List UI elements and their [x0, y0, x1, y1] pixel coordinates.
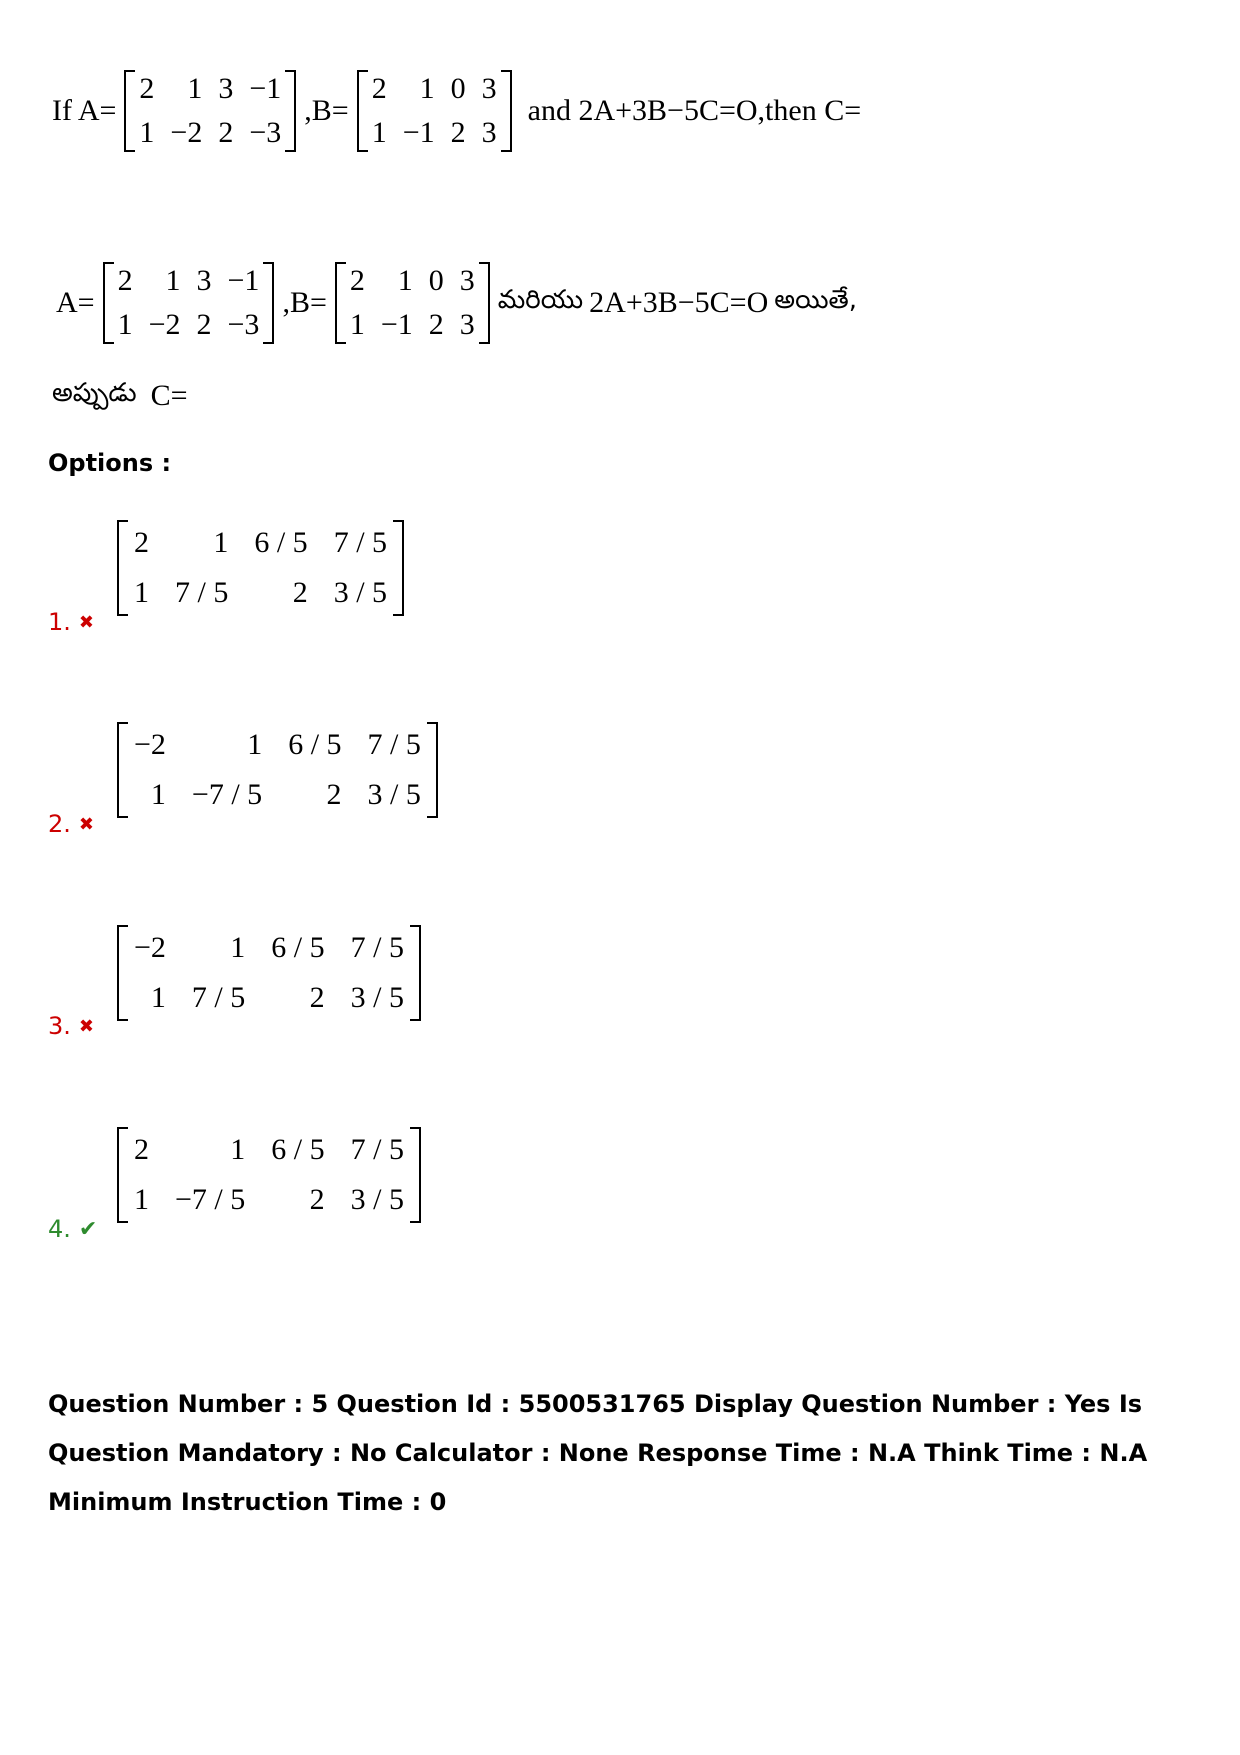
matrix-cell: 2: [428, 308, 444, 341]
matrix-cell: −1: [402, 116, 435, 149]
matrix-cell: −2: [134, 931, 166, 964]
question-tail: and 2A+3B−5C=O,then C=: [527, 94, 862, 127]
matrix-cell: 6 / 5: [288, 728, 342, 761]
matrix-a-telugu: [103, 262, 275, 344]
matrix-cell: 6 / 5: [254, 526, 308, 559]
matrix-cell: 7 / 5: [191, 981, 246, 1014]
matrix-cell: 2: [309, 981, 325, 1014]
cross-icon: ✖: [78, 611, 94, 633]
matrix-cell: −2: [134, 728, 166, 761]
matrix-cell: −2: [170, 116, 203, 149]
telugu-then-word: అప్పుడు: [52, 378, 137, 408]
matrix-cell: 3: [481, 72, 497, 105]
matrix-cell: 7 / 5: [367, 728, 421, 761]
option-4-number[interactable]: 4. ✔: [48, 1215, 98, 1243]
matrix-cell: 2: [450, 116, 466, 149]
question-prefix: If A=: [52, 94, 117, 127]
matrix-cell: −7 / 5: [191, 778, 263, 811]
matrix-cell: −3: [249, 116, 282, 149]
matrix-cell: 1: [247, 728, 263, 761]
telugu-c-equals: C=: [150, 379, 188, 412]
option-1-matrix: [115, 520, 406, 620]
matrix-cell: 2: [218, 116, 234, 149]
option-3-matrix: [115, 925, 423, 1025]
matrix-cell: 2: [134, 1133, 149, 1166]
matrix-cell: −1: [249, 72, 282, 105]
question-telugu-line2: [52, 378, 188, 414]
matrix-cell: 2: [139, 72, 155, 105]
matrix-b-telugu: [335, 262, 490, 344]
cross-icon: ✖: [78, 1015, 94, 1037]
matrix-cell: 3 / 5: [350, 981, 404, 1014]
matrix-cell: 6 / 5: [271, 931, 325, 964]
matrix-cell: 3: [218, 72, 234, 105]
matrix-cell: 7 / 5: [350, 931, 404, 964]
matrix-a: [124, 70, 296, 152]
matrix-cell: 2: [371, 72, 387, 105]
matrix-cell: 3: [196, 264, 212, 297]
matrix-cell: 1: [213, 526, 229, 559]
question-metadata: Question Number : 5 Question Id : 5500531765 Display Question Number : Yes Is Question Mandatory : No Calculator : None Response Time : N.A Think Time : N.A Minimum Instruction Time : 0: [48, 1390, 1148, 1516]
matrix-cell: 7 / 5: [175, 576, 229, 609]
telugu-condition: అయితే,: [774, 285, 857, 315]
option-3-number[interactable]: 3. ✖: [48, 1012, 94, 1040]
matrix-b: [357, 70, 512, 152]
matrix-cell: 3: [459, 264, 475, 297]
matrix-cell: 2: [196, 308, 212, 341]
matrix-cell: 2: [349, 264, 365, 297]
check-icon: ✔: [78, 1216, 98, 1242]
matrix-cell: −7 / 5: [175, 1183, 246, 1216]
matrix-cell: 0: [428, 264, 444, 297]
matrix-cell: 2: [292, 576, 308, 609]
question-telugu-prefix: A=: [56, 286, 95, 319]
matrix-cell: 1: [134, 1183, 149, 1216]
matrix-cell: 1: [117, 308, 133, 341]
matrix-cell: 1: [349, 308, 365, 341]
option-1-number[interactable]: 1. ✖: [48, 608, 94, 636]
matrix-cell: −2: [148, 308, 181, 341]
matrix-cell: −1: [380, 308, 413, 341]
matrix-cell: 1: [187, 72, 203, 105]
matrix-cell: 1: [150, 981, 166, 1014]
matrix-cell: 3: [459, 308, 475, 341]
matrix-cell: 2: [117, 264, 133, 297]
question-b-label: ,B=: [304, 94, 349, 127]
matrix-cell: 1: [165, 264, 181, 297]
options-heading: Options :: [48, 449, 172, 477]
matrix-cell: 7 / 5: [333, 526, 388, 559]
cross-icon: ✖: [78, 813, 94, 835]
question-telugu-b-label: ,B=: [282, 286, 327, 319]
matrix-cell: 1: [230, 1133, 246, 1166]
matrix-cell: 1: [230, 931, 246, 964]
matrix-cell: −3: [227, 308, 260, 341]
matrix-cell: 2: [134, 526, 149, 559]
matrix-cell: 3 / 5: [333, 576, 388, 609]
matrix-cell: 0: [450, 72, 466, 105]
matrix-cell: 6 / 5: [271, 1133, 325, 1166]
telugu-equation: 2A+3B−5C=O: [589, 286, 769, 319]
matrix-cell: 1: [371, 116, 387, 149]
question-telugu: [56, 262, 857, 344]
matrix-cell: 1: [397, 264, 413, 297]
matrix-cell: 1: [134, 576, 149, 609]
matrix-cell: 2: [326, 778, 342, 811]
telugu-conjunction: మరియు: [497, 285, 584, 315]
option-2-number[interactable]: 2. ✖: [48, 810, 94, 838]
matrix-cell: 2: [309, 1183, 325, 1216]
matrix-cell: 7 / 5: [350, 1133, 404, 1166]
matrix-cell: 3 / 5: [367, 778, 421, 811]
matrix-cell: 1: [150, 778, 166, 811]
option-4-matrix: [115, 1127, 423, 1227]
option-2-matrix: [115, 722, 440, 822]
matrix-cell: 3: [481, 116, 497, 149]
matrix-cell: 1: [419, 72, 435, 105]
matrix-cell: 3 / 5: [350, 1183, 404, 1216]
question-english: [52, 70, 861, 152]
matrix-cell: 1: [139, 116, 155, 149]
matrix-cell: −1: [227, 264, 260, 297]
